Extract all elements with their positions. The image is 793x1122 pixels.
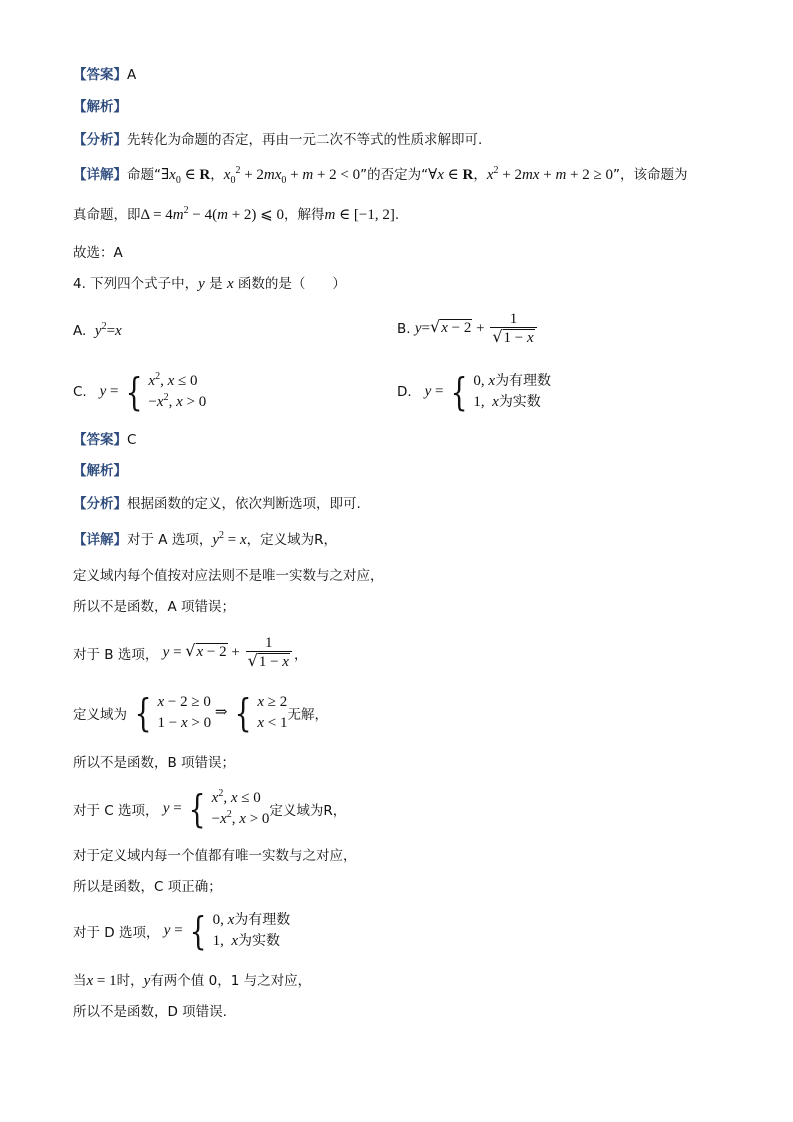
detail-a-reason: 定义域内每个值按对应法则不是唯一实数与之对应， bbox=[73, 568, 384, 584]
detail-a-conclusion: 所以不是函数，A 项错误； bbox=[73, 599, 236, 615]
answer-value: A bbox=[127, 67, 137, 83]
detail-c-line bbox=[73, 788, 346, 830]
analysis-summary bbox=[73, 131, 482, 149]
option-d bbox=[397, 371, 551, 413]
detail-text: 对于 A 选项， bbox=[127, 532, 213, 548]
option-b-formula: y=√x − 2 + $\frac{1}{√1 - x}$ bbox=[415, 312, 539, 346]
fenxi-tag: 【分析】 bbox=[73, 132, 127, 148]
detail-text: 对于 D 选项， bbox=[73, 925, 160, 941]
detail-d-formula: y = { 0, x为有理数 1, x为实数 bbox=[163, 909, 291, 953]
detail-c-reason: 对于定义域内每一个值都有唯一实数与之对应， bbox=[73, 848, 357, 864]
case-text: 为有理数 bbox=[234, 912, 291, 928]
detail-text: 真命题，即 bbox=[73, 207, 141, 223]
detail-text: 当 bbox=[73, 973, 87, 989]
detail-text: ，定义域为R， bbox=[246, 532, 338, 548]
answer-line bbox=[73, 66, 136, 84]
fenxi-text: 根据函数的定义，依次判断选项，即可. bbox=[127, 496, 361, 512]
detail-text: 对于 B 选项， bbox=[73, 647, 159, 663]
stem-text: 4. 下列四个式子中， bbox=[73, 276, 199, 292]
fenxi-text: 先转化为命题的否定，再由一元二次不等式的性质求解即可. bbox=[127, 132, 483, 148]
conclusion-line: 故选：A bbox=[73, 245, 123, 261]
math-exists: $\exists x_0$ ∈ R bbox=[161, 167, 211, 186]
stem-text: 是 bbox=[204, 276, 227, 292]
detail-tag: 【详解】 bbox=[73, 167, 127, 183]
detail-c-conclusion: 所以是函数，C 项正确； bbox=[73, 879, 222, 895]
math-inequality: $x_0^2 + 2mx_0 + m + 2 < 0$ bbox=[223, 165, 361, 186]
option-c bbox=[73, 371, 206, 413]
math-discriminant: $\Delta = 4m^2 - 4(m + 2)$ ⩽ 0 bbox=[140, 205, 284, 223]
detail-d-line bbox=[73, 910, 290, 952]
analysis-heading bbox=[73, 462, 127, 480]
option-d-formula: y = { 0, x为有理数 1, x为实数 bbox=[424, 370, 552, 414]
detail-b-conclusion: 所以不是函数，B 项错误； bbox=[73, 755, 236, 771]
detail-line-2: 真命题，即$\Delta = 4m^2 - 4(m + 2)$ ⩽ 0，解得m ∈ [−1, 2]. bbox=[73, 205, 400, 223]
option-label: C. bbox=[73, 384, 87, 400]
detail-a-line: 【详解】对于 A 选项，$y^2 = x$，定义域为R， bbox=[73, 530, 338, 548]
detail-d-reason: 当x = 1时，y有两个值 0，1 与之对应， bbox=[73, 973, 312, 989]
case-text: 为实数 bbox=[238, 933, 281, 949]
detail-c-formula: y = { $x^2$, x ≤ 0 $-x^2$, x > 0 bbox=[162, 787, 270, 831]
math-negation: $x^2 + 2mx + m + 2 \ge 0$ bbox=[486, 165, 613, 183]
detail-text: 有两个值 0，1 与之对应， bbox=[150, 973, 312, 989]
option-b bbox=[397, 312, 539, 346]
detail-b-line bbox=[73, 636, 307, 670]
option-a: A. $y^2=x$ bbox=[73, 321, 122, 339]
detail-tag: 【详解】 bbox=[73, 532, 127, 548]
option-c-formula: y = { $x^2$, x ≤ 0 $-x^2$, x > 0 bbox=[99, 370, 207, 414]
case-text: 为有理数 bbox=[495, 373, 552, 389]
stem-text: 函数的是（ ） bbox=[233, 276, 346, 292]
answer-tag: 【答案】 bbox=[73, 432, 127, 448]
detail-d-conclusion: 所以不是函数，D 项错误. bbox=[73, 1004, 227, 1020]
detail-b-system: { x − 2 ≥ 0 1 − x > 0 ⇒ { x ≥ 2 x < 1 bbox=[134, 691, 288, 735]
detail-text: 时， bbox=[116, 973, 144, 989]
math-forall: ∀x ∈ R bbox=[428, 167, 474, 183]
analysis-tag: 【解析】 bbox=[73, 463, 127, 479]
question-stem: 4. 下列四个式子中，y 是 x 函数的是（ ） bbox=[73, 276, 346, 292]
detail-text: 无解， bbox=[287, 707, 328, 723]
detail-text: ”，该命题为 bbox=[612, 167, 688, 183]
math-result: m ∈ [−1, 2] bbox=[324, 207, 395, 223]
answer-tag: 【答案】 bbox=[73, 67, 127, 83]
detail-text: ， bbox=[210, 167, 224, 183]
detail-text: ，解得 bbox=[283, 207, 325, 223]
answer-value: C bbox=[127, 432, 137, 448]
detail-text: ， bbox=[293, 647, 308, 663]
case-text: 为实数 bbox=[498, 394, 541, 410]
detail-b-formula: y = √x − 2 + $\frac{1}{√1 - x}$ bbox=[163, 636, 294, 670]
detail-text: 对于 C 选项， bbox=[73, 803, 159, 819]
detail-b-domain bbox=[73, 692, 328, 734]
option-label: B. bbox=[397, 321, 411, 337]
detail-text: ， bbox=[473, 167, 487, 183]
detail-line-1 bbox=[73, 166, 687, 184]
detail-text: 定义域为 bbox=[73, 707, 127, 723]
answer-line bbox=[73, 431, 136, 449]
detail-text: ”的否定为“ bbox=[360, 167, 429, 183]
detail-text: 命题“ bbox=[127, 167, 161, 183]
analysis-tag: 【解析】 bbox=[73, 99, 127, 115]
fenxi-tag: 【分析】 bbox=[73, 496, 127, 512]
analysis-heading bbox=[73, 98, 127, 116]
detail-text: 定义域为R， bbox=[269, 803, 347, 819]
analysis-summary bbox=[73, 495, 361, 513]
option-label: D. bbox=[397, 384, 412, 400]
option-label: A. bbox=[73, 323, 87, 339]
